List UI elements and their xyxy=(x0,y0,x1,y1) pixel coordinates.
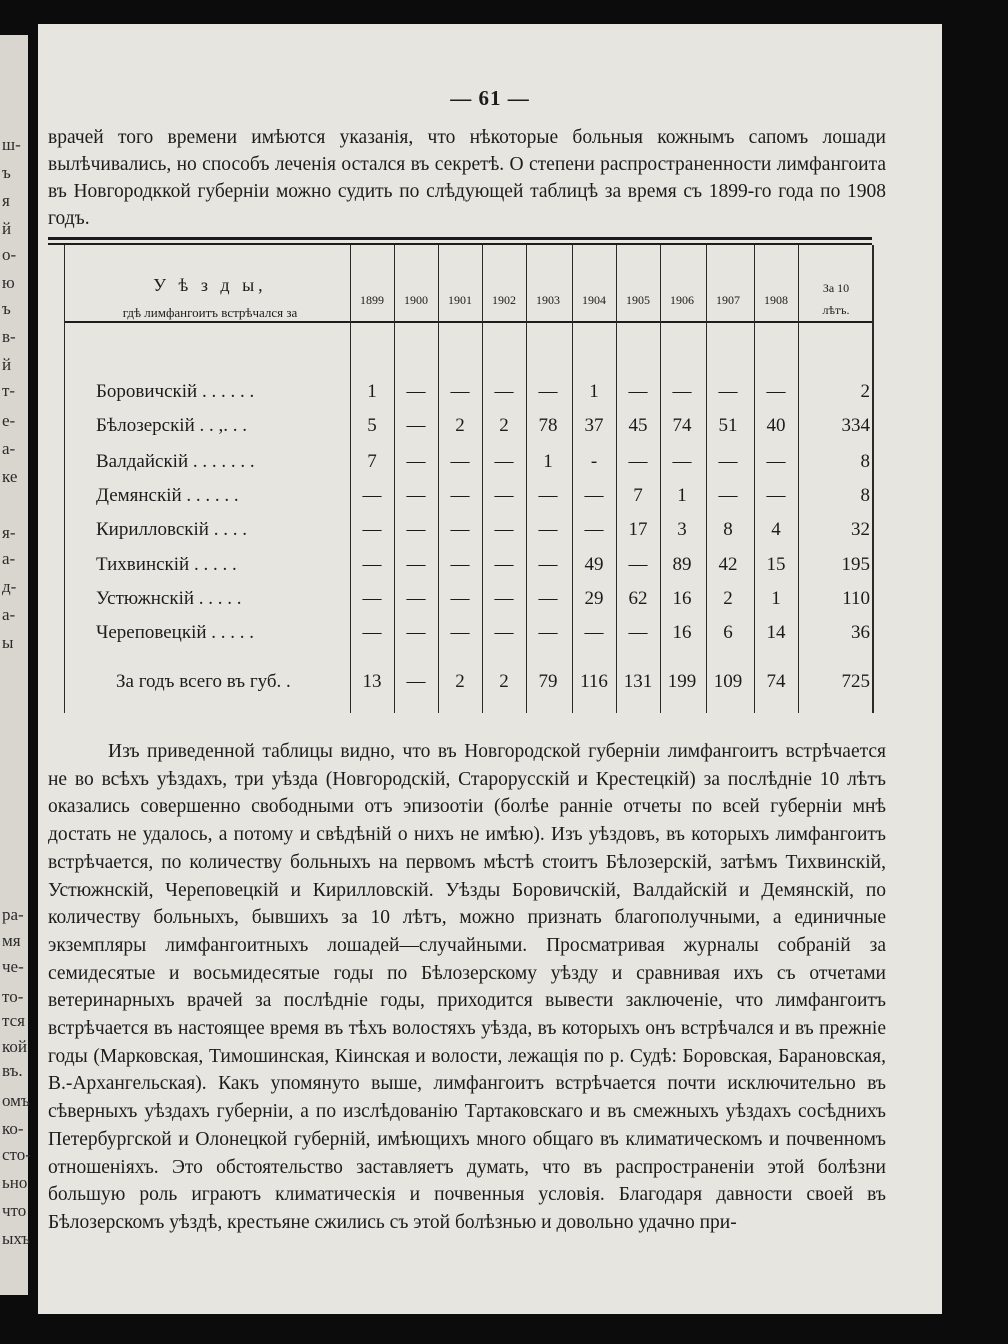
table-cell: — xyxy=(362,485,382,506)
table-cell: — xyxy=(406,519,426,540)
table-total-cell: 334 xyxy=(841,415,870,436)
table-cell: 4 xyxy=(771,519,781,540)
table-column-line xyxy=(64,245,65,713)
left-page-fragment: й xyxy=(2,355,12,374)
table-total-cell: 36 xyxy=(851,622,870,643)
table-cell: 1 xyxy=(589,381,599,402)
total-row-cell: 199 xyxy=(667,671,697,692)
table-cell: — xyxy=(672,451,692,472)
left-page-fragment: е- xyxy=(2,411,16,430)
district-name: Демянскій . . . . . . xyxy=(96,485,239,506)
left-page-fragment: ыхъ xyxy=(2,1229,31,1248)
table-cell: — xyxy=(584,485,604,506)
table-cell: — xyxy=(538,485,558,506)
total-row-cell: 13 xyxy=(362,671,382,692)
table-cell: 2 xyxy=(723,588,733,609)
table-column-line xyxy=(872,245,874,713)
table-cell: 78 xyxy=(538,415,558,436)
total-row-cell: — xyxy=(406,671,426,692)
left-page-fragment: а- xyxy=(2,605,16,624)
left-page-fragment: я xyxy=(2,191,10,210)
table-cell: — xyxy=(628,381,648,402)
table-cell: 15 xyxy=(766,554,786,575)
left-page-fragment: в- xyxy=(2,327,16,346)
left-page-fragment: о- xyxy=(2,245,17,264)
table-cell: — xyxy=(766,451,786,472)
left-page-fragment: ы xyxy=(2,633,14,652)
statistics-table xyxy=(48,237,872,713)
left-page-fragment: что xyxy=(2,1201,27,1220)
table-cell: — xyxy=(494,381,514,402)
left-page-fragment: омъ xyxy=(2,1091,30,1110)
table-cell: — xyxy=(584,622,604,643)
body-paragraph xyxy=(48,738,886,1237)
table-cell: — xyxy=(406,381,426,402)
table-cell: — xyxy=(538,381,558,402)
left-page-fragment: тся xyxy=(2,1011,26,1030)
table-cell: — xyxy=(628,554,648,575)
table-cell: 40 xyxy=(766,415,786,436)
total-row-cell: 116 xyxy=(580,671,608,692)
table-cell: — xyxy=(494,451,514,472)
total-row-cell: 109 xyxy=(713,671,743,692)
left-page-fragment: ъ xyxy=(2,163,11,182)
table-cell: 1 xyxy=(367,381,377,402)
table-cell: — xyxy=(406,415,426,436)
table-cell: — xyxy=(450,381,470,402)
table-cell: 1 xyxy=(677,485,687,506)
table-cell: 89 xyxy=(672,554,692,575)
table-cell: 16 xyxy=(672,588,692,609)
table-total-cell: 8 xyxy=(860,485,870,506)
district-name: Валдайскій . . . . . . . xyxy=(96,451,255,472)
table-cell: — xyxy=(450,485,470,506)
district-name: Кирилловскій . . . . xyxy=(96,519,247,540)
table-cell: — xyxy=(494,485,514,506)
table-cell: — xyxy=(450,554,470,575)
table-cell: — xyxy=(362,554,382,575)
adjacent-page-edge xyxy=(0,35,31,1295)
table-cell: — xyxy=(766,381,786,402)
left-page-fragment: ке xyxy=(2,467,18,486)
table-cell: 1 xyxy=(543,451,553,472)
year-header: 1900 xyxy=(404,293,428,307)
table-cell: — xyxy=(494,588,514,609)
left-page-fragment: ра- xyxy=(2,905,24,924)
table-total-cell: 8 xyxy=(860,451,870,472)
table-cell: 6 xyxy=(723,622,733,643)
district-name: Устюжнскій . . . . . xyxy=(96,588,242,609)
table-cell: 3 xyxy=(677,519,687,540)
left-page-fragment: сто- xyxy=(2,1145,31,1164)
year-header: 1905 xyxy=(626,293,650,307)
year-header: 1899 xyxy=(360,293,384,307)
table-total-cell: 110 xyxy=(842,588,870,609)
table-cell: 45 xyxy=(628,415,648,436)
table-total-cell: 195 xyxy=(841,554,870,575)
header-total-line2: лѣтъ. xyxy=(822,303,850,317)
table-cell: 1 xyxy=(771,588,781,609)
table-cell: 14 xyxy=(766,622,786,643)
table-cell: 42 xyxy=(718,554,738,575)
table-cell: 2 xyxy=(455,415,465,436)
year-header: 1908 xyxy=(764,293,788,307)
year-header: 1906 xyxy=(670,293,694,307)
table-cell: — xyxy=(362,519,382,540)
table-cell: — xyxy=(362,588,382,609)
table-cell: 7 xyxy=(633,485,643,506)
table-cell: — xyxy=(672,381,692,402)
table-cell: — xyxy=(584,519,604,540)
table-cell: 2 xyxy=(499,415,509,436)
table-cell: — xyxy=(538,588,558,609)
table-cell: — xyxy=(538,519,558,540)
year-header: 1907 xyxy=(716,293,740,307)
total-row-label: За годъ всего въ губ. . xyxy=(116,671,291,692)
table-cell: 17 xyxy=(628,519,648,540)
grand-total-cell: 725 xyxy=(841,671,870,692)
table-cell: — xyxy=(450,451,470,472)
intro-paragraph xyxy=(48,124,886,232)
page-number: — 61 — xyxy=(450,86,530,110)
table-cell: — xyxy=(362,622,382,643)
table-cell: — xyxy=(628,622,648,643)
table-cell: 51 xyxy=(718,415,738,436)
left-page-fragment: т- xyxy=(2,381,16,400)
table-header-rule xyxy=(64,321,872,323)
table-cell: — xyxy=(718,451,738,472)
table-cell: — xyxy=(450,622,470,643)
left-page-fragment: ко- xyxy=(2,1119,24,1138)
total-row-cell: 2 xyxy=(499,671,509,692)
table-cell: 29 xyxy=(584,588,604,609)
left-page-fragment: а- xyxy=(2,439,16,458)
total-row-cell: 79 xyxy=(538,671,558,692)
table-cell: 49 xyxy=(584,554,604,575)
year-header: 1902 xyxy=(492,293,516,307)
table-cell: 7 xyxy=(367,451,377,472)
left-page-fragment: д- xyxy=(2,577,17,596)
total-row-cell: 131 xyxy=(623,671,653,692)
table-cell: — xyxy=(406,622,426,643)
table-top-rule-thin xyxy=(48,243,872,245)
year-header: 1904 xyxy=(582,293,606,307)
table-cell: — xyxy=(628,451,648,472)
table-cell: — xyxy=(406,451,426,472)
table-cell: — xyxy=(494,554,514,575)
header-title: У ѣ з д ы, xyxy=(153,275,267,295)
total-row-cell: 2 xyxy=(455,671,465,692)
table-cell: 16 xyxy=(672,622,692,643)
left-page-fragment: мя xyxy=(2,931,21,950)
header-total-line1: За 10 xyxy=(822,281,850,295)
left-page-fragment: ьно xyxy=(2,1173,28,1192)
table-cell: — xyxy=(538,622,558,643)
table-cell: — xyxy=(494,622,514,643)
left-page-fragment: ю xyxy=(2,273,15,292)
left-page-fragment: я- xyxy=(2,523,16,542)
page xyxy=(38,24,942,1314)
table-cell: 8 xyxy=(723,519,733,540)
left-page-fragment: й xyxy=(2,219,12,238)
district-name: Череповецкій . . . . . xyxy=(96,622,255,643)
table-cell: — xyxy=(494,519,514,540)
table-total-cell: 32 xyxy=(851,519,870,540)
district-name: Тихвинскій . . . . . xyxy=(96,554,237,575)
left-page-fragment: а- xyxy=(2,549,16,568)
table-cell: 5 xyxy=(367,415,377,436)
intro-text: врачей того времени имѣются указанія, что нѣкоторые больныя кожнымъ сапомъ лошади вылѣчивались, но способъ леченія остался въ секретѣ. О степени распространенности лимфангоита въ Новгородккой губерніи можно судить по слѣдующей таблицѣ за время съ 1899-го года по 1908 годъ. xyxy=(48,127,886,229)
district-name: Боровичскій . . . . . . xyxy=(96,381,255,402)
table-cell: 62 xyxy=(628,588,648,609)
table-cell: — xyxy=(406,588,426,609)
table-cell: — xyxy=(450,588,470,609)
table-header-total xyxy=(800,277,872,321)
table-cell: - xyxy=(590,451,598,472)
table-cell: — xyxy=(406,554,426,575)
table-total-cell: 2 xyxy=(860,381,870,402)
left-page-fragment: ш- xyxy=(2,135,21,154)
table-cell: — xyxy=(406,485,426,506)
table-top-rule xyxy=(48,237,872,240)
left-page-fragment: ъ xyxy=(2,299,11,318)
table-cell: — xyxy=(450,519,470,540)
left-page-fragment: че- xyxy=(2,957,24,976)
year-header: 1901 xyxy=(448,293,472,307)
district-name: Бѣлозерскій . . ,. . . xyxy=(96,415,248,436)
body-text: Изъ приведенной таблицы видно, что въ Новгородской губерніи лимфангоитъ встрѣчается не во всѣхъ уѣздахъ, три уѣзда (Новгородскій, Старорусскій и Крестецкій) за послѣдніе 10 лѣтъ оказались совершенно свободными отъ эпизоотіи (болѣе ранніе отчеты по всей губерніи мнѣ достать не удалось, а потому и свѣдѣній о нихъ не имѣю). Изъ уѣздовъ, въ которыхъ лимфангоитъ встрѣчается, по количеству больныхъ на первомъ мѣстѣ стоитъ Бѣлозерскій, затѣмъ Тихвинскій, Устюжнскій, Череповецкій и Кирилловскій. Уѣзды Боровичскій, Валдайскій и Демянскій, по количеству больныхъ, бывшихъ за 10 лѣтъ, можно признать благополучными, а единичные экземпляры лимфангоитныхъ лошадей—случайными. Просматривая журналы собраній за семидесятые и восьмидесятые годы по Бѣлозерскому уѣзду и сравнивая ихъ съ отчетами ветеринарныхъ врачей за послѣдніе годы, приходится вывести заключеніе, что лимфангоитъ встрѣчается въ настоящее время въ тѣхъ волостяхъ уѣзда, въ которыхъ онъ встрѣчался и въ прежніе годы (Марковская, Тимошинская, Кіинская и волости, лежащія по р. Судѣ: Боровская, Барановская, В.-Архангельская). Какъ упомянуто выше, лимфангоитъ встрѣчается почти исключительно въ сѣверныхъ уѣздахъ губерніи, а по изслѣдованію Тартаковскаго и въ смежныхъ уѣздахъ сосѣднихъ Петербургской и Олонецкой губерній, имѣющихъ много общаго въ климатическомъ и почвенномъ отношеніяхъ. Это обстоятельство заставляетъ думать, что въ распространеніи этой болѣзни большую роль играютъ климатическія и почвенныя условія. Благодаря давности своей въ Бѣлозерскомъ уѣздѣ, крестьяне сжились съ этой болѣзнью и довольно удачно при- xyxy=(48,741,886,1233)
total-row-cell: 74 xyxy=(766,671,786,692)
year-header: 1903 xyxy=(536,293,560,307)
table-cell: 37 xyxy=(584,415,604,436)
table-cell: — xyxy=(766,485,786,506)
left-page-fragment: то- xyxy=(2,987,24,1006)
table-cell: — xyxy=(718,485,738,506)
left-page-fragment: кой xyxy=(2,1037,27,1056)
header-subtitle: гдѣ лимфангоитъ встрѣчался за xyxy=(122,305,298,320)
table-cell: — xyxy=(538,554,558,575)
left-page-fragment: въ. xyxy=(2,1061,23,1080)
table-cell: — xyxy=(718,381,738,402)
table-cell: 74 xyxy=(672,415,692,436)
